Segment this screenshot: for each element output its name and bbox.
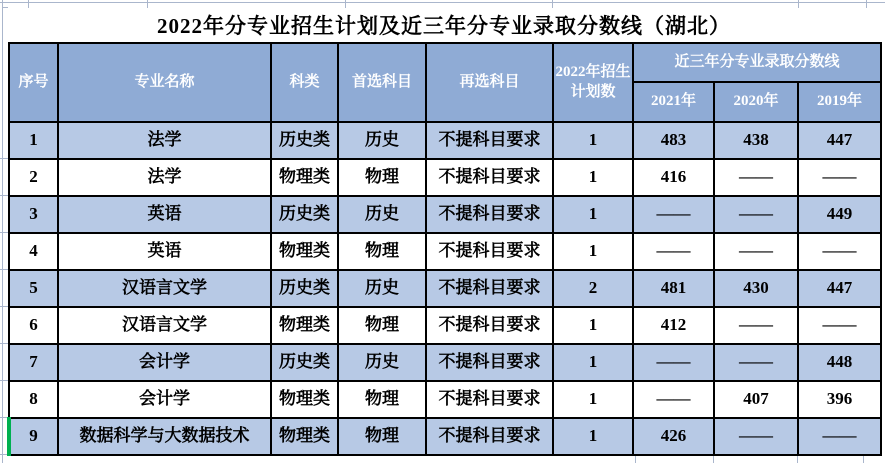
cell-second-subject[interactable]: 不提科目要求 (426, 233, 553, 270)
grid-line-stub (866, 0, 867, 8)
grid-line-stub (147, 0, 148, 8)
cell-score-2021[interactable]: 416 (633, 159, 714, 196)
cell-score-2019[interactable]: 447 (798, 270, 881, 307)
cell-category[interactable]: 物理类 (271, 159, 338, 196)
table-row (9, 159, 881, 196)
grid-line-stub (797, 456, 798, 463)
grid-line-stub (0, 269, 8, 270)
table-row (9, 233, 881, 270)
grid-line-stub (0, 232, 8, 233)
cell-seq[interactable]: 3 (9, 196, 58, 233)
cell-score-2019[interactable]: —— (798, 418, 881, 455)
grid-line-stub (0, 306, 8, 307)
cell-category[interactable]: 历史类 (271, 270, 338, 307)
cell-plan-count[interactable]: 1 (553, 418, 633, 455)
cell-score-2021[interactable]: 481 (633, 270, 714, 307)
cell-score-2019[interactable]: 449 (798, 196, 881, 233)
cell-score-2020[interactable]: 430 (714, 270, 798, 307)
col-header-category[interactable]: 科类 (271, 43, 338, 122)
col-header-first-subject[interactable]: 首选科目 (338, 43, 426, 122)
cell-first-subject[interactable]: 历史 (338, 270, 426, 307)
col-header-seq[interactable]: 序号 (9, 43, 58, 122)
cell-score-2021[interactable]: 483 (633, 122, 714, 159)
cell-score-2019[interactable]: —— (798, 233, 881, 270)
cell-seq[interactable]: 2 (9, 159, 58, 196)
cell-plan-count[interactable]: 2 (553, 270, 633, 307)
grid-line-stub (28, 0, 29, 8)
cell-major[interactable]: 英语 (58, 196, 271, 233)
grid-line-stub (635, 456, 636, 463)
cell-score-2020[interactable]: —— (714, 159, 798, 196)
cell-major[interactable]: 法学 (58, 122, 271, 159)
cell-second-subject[interactable]: 不提科目要求 (426, 344, 553, 381)
cell-plan-count[interactable]: 1 (553, 381, 633, 418)
cell-first-subject[interactable]: 物理 (338, 418, 426, 455)
cell-score-2020[interactable]: —— (714, 233, 798, 270)
scores-table (8, 42, 882, 456)
cell-second-subject[interactable]: 不提科目要求 (426, 270, 553, 307)
cell-score-2021[interactable]: 426 (633, 418, 714, 455)
grid-line-stub (0, 343, 8, 344)
cell-score-2020[interactable]: —— (714, 307, 798, 344)
col-header-major[interactable]: 专业名称 (58, 43, 271, 122)
cell-major[interactable]: 会计学 (58, 344, 271, 381)
cell-category[interactable]: 物理类 (271, 381, 338, 418)
cell-score-2019[interactable]: —— (798, 307, 881, 344)
cell-score-2021[interactable]: —— (633, 233, 714, 270)
cell-plan-count[interactable]: 1 (553, 196, 633, 233)
col-header-plan-count[interactable]: 2022年招生计划数 (553, 43, 633, 122)
table-row (9, 196, 881, 233)
grid-line-stub (0, 195, 8, 196)
row-highlight-marker (7, 417, 11, 456)
grid-line-stub (0, 380, 8, 381)
cell-second-subject[interactable]: 不提科目要求 (426, 159, 553, 196)
cell-category[interactable]: 历史类 (271, 196, 338, 233)
cell-first-subject[interactable]: 历史 (338, 122, 426, 159)
cell-second-subject[interactable]: 不提科目要求 (426, 307, 553, 344)
cell-category[interactable]: 历史类 (271, 344, 338, 381)
cell-plan-count[interactable]: 1 (553, 159, 633, 196)
cell-seq[interactable]: 4 (9, 233, 58, 270)
table-row (9, 344, 881, 381)
table-row (9, 122, 881, 159)
cell-score-2021[interactable]: —— (633, 344, 714, 381)
cell-plan-count[interactable]: 1 (553, 344, 633, 381)
cell-second-subject[interactable]: 不提科目要求 (426, 381, 553, 418)
grid-line-stub (713, 456, 714, 463)
cell-first-subject[interactable]: 历史 (338, 196, 426, 233)
cell-plan-count[interactable]: 1 (553, 122, 633, 159)
cell-score-2019[interactable]: 447 (798, 122, 881, 159)
cell-plan-count[interactable]: 1 (553, 233, 633, 270)
col-header-three-year-scores[interactable]: 近三年分专业录取分数线 (633, 43, 881, 82)
cell-first-subject[interactable]: 物理 (338, 159, 426, 196)
col-header-year-2020[interactable]: 2020年 (714, 82, 798, 122)
table-header (9, 43, 881, 122)
table-row (9, 307, 881, 344)
grid-line-stub (552, 0, 553, 8)
cell-category[interactable]: 物理类 (271, 307, 338, 344)
cell-score-2019[interactable]: 448 (798, 344, 881, 381)
table-row (9, 270, 881, 307)
cell-score-2020[interactable]: —— (714, 418, 798, 455)
cell-seq[interactable]: 6 (9, 307, 58, 344)
cell-major[interactable]: 法学 (58, 159, 271, 196)
cell-major[interactable]: 会计学 (58, 381, 271, 418)
cell-score-2020[interactable]: 407 (714, 381, 798, 418)
cell-score-2021[interactable]: —— (633, 381, 714, 418)
cell-score-2021[interactable]: —— (633, 196, 714, 233)
cell-first-subject[interactable]: 物理 (338, 381, 426, 418)
grid-line-stub (863, 456, 864, 463)
grid-line-stub (0, 158, 8, 159)
cell-category[interactable]: 物理类 (271, 233, 338, 270)
grid-line-stub (798, 0, 799, 8)
cell-first-subject[interactable]: 物理 (338, 233, 426, 270)
cell-score-2020[interactable]: —— (714, 344, 798, 381)
cell-seq[interactable]: 5 (9, 270, 58, 307)
grid-line-top (0, 2, 885, 3)
cell-plan-count[interactable]: 1 (553, 307, 633, 344)
cell-seq[interactable]: 9 (9, 418, 58, 455)
cell-major[interactable]: 英语 (58, 233, 271, 270)
cell-score-2020[interactable]: 438 (714, 122, 798, 159)
grid-line-stub (345, 0, 346, 8)
col-header-second-subject[interactable]: 再选科目 (426, 43, 553, 122)
cell-seq[interactable]: 1 (9, 122, 58, 159)
cell-major[interactable]: 汉语言文学 (58, 270, 271, 307)
cell-second-subject[interactable]: 不提科目要求 (426, 418, 553, 455)
table-row (9, 418, 881, 455)
cell-second-subject[interactable]: 不提科目要求 (426, 122, 553, 159)
cell-first-subject[interactable]: 物理 (338, 307, 426, 344)
cell-score-2019[interactable]: —— (798, 159, 881, 196)
table-row (9, 381, 881, 418)
cell-first-subject[interactable]: 历史 (338, 344, 426, 381)
cell-score-2021[interactable]: 412 (633, 307, 714, 344)
col-header-year-2021[interactable]: 2021年 (633, 82, 714, 122)
table-title[interactable]: 2022年分专业招生计划及近三年分专业录取分数线（湖北） (157, 14, 731, 38)
cell-seq[interactable]: 8 (9, 381, 58, 418)
cell-category[interactable]: 历史类 (271, 122, 338, 159)
cell-category[interactable]: 物理类 (271, 418, 338, 455)
table-body (9, 122, 881, 455)
cell-score-2019[interactable]: 396 (798, 381, 881, 418)
cell-seq[interactable]: 7 (9, 344, 58, 381)
header-row-1 (9, 43, 881, 82)
col-header-year-2019[interactable]: 2019年 (798, 82, 881, 122)
cell-major[interactable]: 数据科学与大数据技术 (58, 418, 271, 455)
cell-second-subject[interactable]: 不提科目要求 (426, 196, 553, 233)
cell-major[interactable]: 汉语言文学 (58, 307, 271, 344)
cell-score-2020[interactable]: —— (714, 196, 798, 233)
